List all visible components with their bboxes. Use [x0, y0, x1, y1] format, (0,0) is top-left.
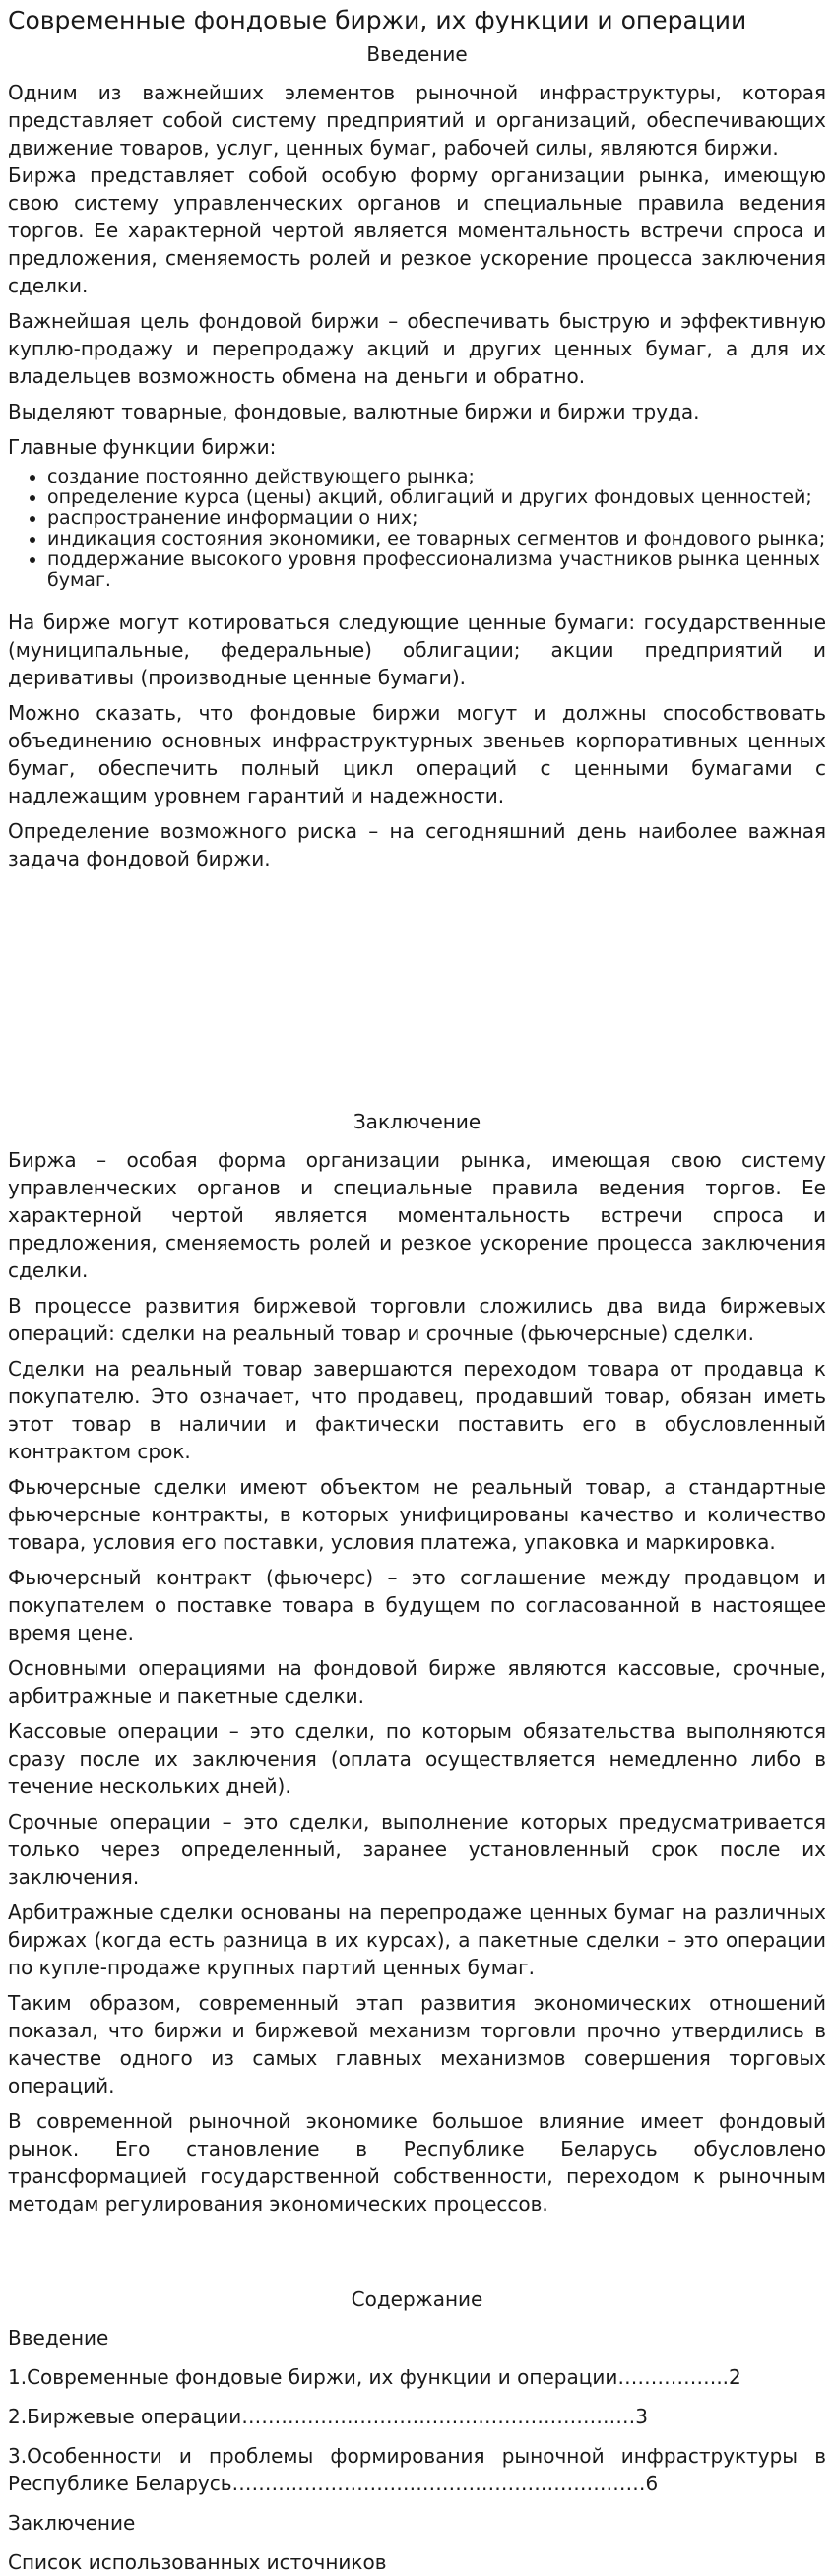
toc-item: 3.Особенности и проблемы формирования рыночной инфраструктуры в Республике Беларусь………………………………………………………6: [8, 2444, 826, 2495]
conclusion-paragraph: Фьючерсные сделки имеют объектом не реальный товар, а стандартные фьючерсные контракты, в которых унифицированы качество и количество товара, условия его поставки, условия платежа, упаковка и маркировка.: [8, 1475, 826, 1554]
intro-paragraph: Одним из важнейших элементов рыночной инфраструктуры, которая представляет собой систему предприятий и организаций, обеспечивающих движение товаров, услуг, ценных бумаг, рабочей силы, являются биржи.: [8, 81, 826, 160]
intro-paragraph: Можно сказать, что фондовые биржи могут и должны способствовать объединению основных инфраструктурных звеньев корпоративных ценных бумаг, обеспечить полный цикл операций с ценными бумагами с надлежащим уровнем гарантий и надежности.: [8, 701, 826, 807]
page-gap: [8, 2225, 826, 2286]
toc-item: Список использованных источников: [8, 2550, 387, 2574]
toc-item: 1.Современные фондовые биржи, их функции и операции……………..2: [8, 2365, 741, 2389]
intro-paragraph: Важнейшая цель фондовой биржи – обеспечивать быструю и эффективную куплю-продажу и перепродажу акций и других ценных бумаг, а для их владельцев возможность обмена на деньги и обратно.: [8, 309, 826, 388]
functions-list: [8, 467, 826, 591]
conclusion-heading: Заключение: [353, 1110, 481, 1133]
functions-title: Главные функции биржи:: [8, 435, 277, 459]
toc-heading: Содержание: [351, 2287, 483, 2311]
conclusion-paragraph: Сделки на реальный товар завершаются переходом товара от продавца к покупателю. Это означает, что продавец, продавший товар, обязан иметь этот товар в наличии и фактически поставить его в обусловленный контрактом срок.: [8, 1357, 826, 1463]
conclusion-paragraph: Кассовые операции – это сделки, по которым обязательства выполняются сразу после их заключения (оплата осуществляется немедленно либо в течение нескольких дней).: [8, 1719, 826, 1798]
list-item: • распространение информации о них;: [47, 508, 826, 529]
conclusion-paragraph: Срочные операции – это сделки, выполнение которых предусматривается только через определенный, заранее установленный срок после их заключения.: [8, 1810, 826, 1889]
page-gap: [8, 880, 826, 1109]
list-item: • поддержание высокого уровня профессионализма участников рынка ценных бумаг.: [47, 549, 826, 591]
conclusion-paragraph: Фьючерсный контракт (фьючерс) – это соглашение между продавцом и покупателем о поставке товара в будущем по согласованной в настоящее время цене.: [8, 1566, 826, 1644]
intro-paragraph: Определение возможного риска – на сегодняшний день наиболее важная задача фондовой биржи.: [8, 819, 826, 870]
conclusion-paragraph: Основными операциями на фондовой бирже являются кассовые, срочные, арбитражные и пакетные сделки.: [8, 1656, 826, 1707]
conclusion-paragraph: Арбитражные сделки основаны на перепродаже ценных бумаг на различных биржах (когда есть разница в их курсах), а пакетные сделки – это операции по купле-продаже крупных партий ценных бумаг.: [8, 1900, 826, 1979]
intro-heading: Введение: [366, 42, 468, 66]
document-title: Современные фондовые биржи, их функции и операции: [8, 6, 747, 34]
conclusion-paragraph: В современной рыночной экономике большое влияние имеет фондовый рынок. Его становление в Республике Беларусь обусловлено трансформацией государственной собственности, переходом к рыночным методам регулирования экономических процессов.: [8, 2109, 826, 2216]
conclusion-paragraph: В процессе развития биржевой торговли сложились два вида биржевых операций: сделки на реальный товар и срочные (фьючерсные) сделки.: [8, 1294, 826, 1345]
intro-paragraph: Выделяют товарные, фондовые, валютные биржи и биржи труда.: [8, 400, 700, 423]
intro-paragraph: На бирже могут котироваться следующие ценные бумаги: государственные (муниципальные, федеральные) облигации; акции предприятий и деривативы (производные ценные бумаги).: [8, 611, 826, 689]
list-item: • определение курса (цены) акций, облигаций и других фондовых ценностей;: [47, 487, 826, 508]
conclusion-paragraph: Биржа – особая форма организации рынка, имеющая свою систему управленческих органов и специальные правила ведения торгов. Ее характерной чертой является моментальность встречи спроса и предложения, сменяемость ролей и резкое ускорение процесса заключения сделки.: [8, 1148, 826, 1282]
list-item: • индикация состояния экономики, ее товарных сегментов и фондового рынка;: [47, 529, 826, 549]
toc-item: Заключение: [8, 2511, 136, 2535]
list-item: • создание постоянно действующего рынка;: [47, 467, 826, 487]
toc-item: 2.Биржевые операции……………………………………………………3: [8, 2405, 648, 2428]
intro-paragraph: Биржа представляет собой особую форму организации рынка, имеющую свою систему управленческих органов и специальные правила ведения торгов. Ее характерной чертой является моментальность встречи спроса и предложения, сменяемость ролей и резкое ускорение процесса заключения сделки.: [8, 163, 826, 297]
toc-item: Введение: [8, 2326, 109, 2350]
conclusion-paragraph: Таким образом, современный этап развития экономических отношений показал, что биржи и биржевой механизм торговли прочно утвердились в качестве одного из самых главных механизмов совершения торговых операций.: [8, 1991, 826, 2097]
